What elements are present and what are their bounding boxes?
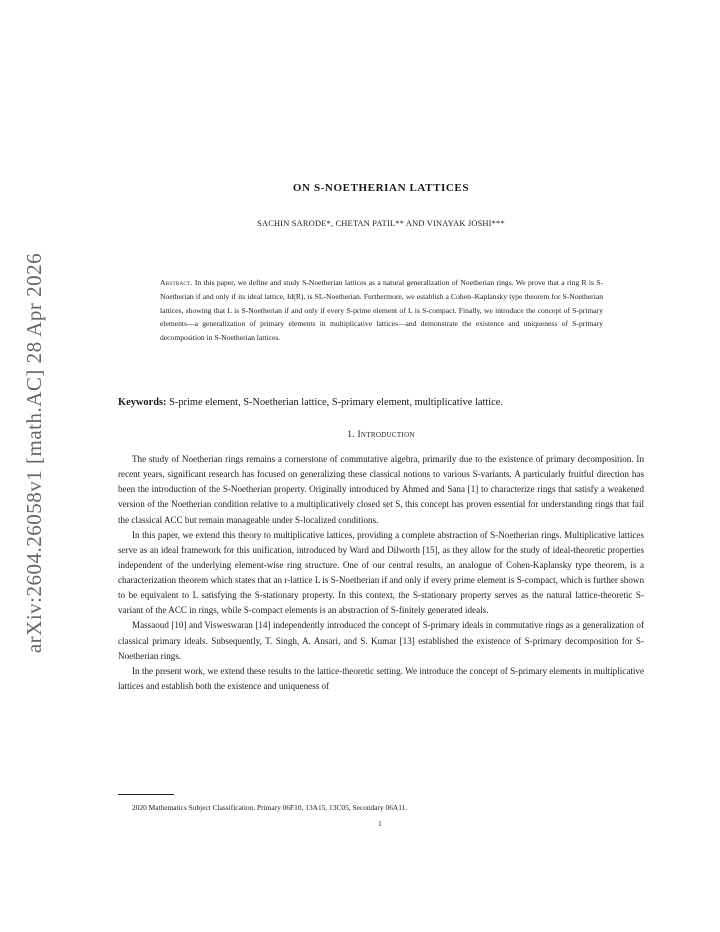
arxiv-stamp	[16, 244, 52, 662]
paragraph: Massaoud [10] and Visweswaran [14] independently introduced the concept of S-primary ideals in commutative rings as a generalization of classical primary ideals. Subsequently, T. Singh, A. Ansari, and S. Kumar [13] established the existence of S-primary decomposition for S-Noetherian rings.	[118, 620, 644, 661]
keywords	[118, 396, 658, 410]
abstract-text: In this paper, we define and study S-Noetherian lattices as a natural generalization of Noetherian rings. We prove that a ring R is S-Noetherian if and only if its ideal lattice, Id(R), is SL-Noetherian. Furthermore, we establish a Cohen–Kaplansky type theorem for S-Noetherian lattices, showing that L is S-Noetherian if and only if every S-prime element of L is S-compact. Finally, we introduce the concept of S-primary elements—a generalization of primary elements in multiplicative lattices—and demonstrate the existence and uniqueness of S-primary decomposition in S-Noetherian lattices.	[160, 278, 604, 343]
body-text	[118, 452, 644, 694]
section-number: 1.	[347, 430, 355, 440]
section-heading	[118, 430, 644, 440]
footnote-rule	[118, 794, 174, 795]
footnote: 2020 Mathematics Subject Classification. Primary 06F10, 13A15, 13C05, Secondary 06A11.	[132, 803, 408, 812]
paper-title: ON S-NOETHERIAN LATTICES	[292, 182, 470, 194]
abstract-heading: Abstract.	[160, 278, 193, 287]
abstract	[160, 276, 603, 345]
keywords-text: S-prime element, S-Noetherian lattice, S-primary element, multiplicative lattice.	[169, 397, 503, 408]
paper-authors: SACHIN SARODE*, CHETAN PATIL** AND VINAYAK JOSHI***	[257, 219, 505, 228]
paragraph: In the present work, we extend these results to the lattice-theoretic setting. We introduce the concept of S-primary elements in multiplicative lattices and establish both the existence and uniqueness of	[118, 665, 644, 691]
section-title: Introduction	[357, 430, 415, 440]
arxiv-stamp-text: arXiv:2604.26058v1 [math.AC] 28 Apr 2026	[22, 252, 46, 654]
paragraph: The study of Noetherian rings remains a cornerstone of commutative algebra, primarily due to the existence of primary decomposition. In recent years, significant research has focused on generalizing these classical notions to various S-variants. A particularly fruitful direction has been the introduction of the S-Noetherian property. Originally introduced by Ahmed and Sana [1] to characterize rings that satisfy a weakened version of the Noetherian condition relative to a multiplicatively closed set S, this concept has proven essential for understanding rings that fail the classical ACC but remain manageable under S-localized conditions.	[118, 454, 644, 525]
paragraph: In this paper, we extend this theory to multiplicative lattices, providing a complete abstraction of S-Noetherian rings. Multiplicative lattices serve as an ideal framework for this unification, introduced by Ward and Dilworth [15], as they allow for the study of ideal-theoretic properties independent of the underlying element-wise ring structure. One of our central results, an analogue of Cohen-Kaplansky type theorem, is a characterization theorem which states that an r-lattice L is S-Noetherian if and only if every prime element is S-compact, which is further shown to be equivalent to L satisfying the S-stationary property. In this context, the S-stationary property serves as the natural lattice-theoretic S-variant of the ACC in rings, while S-compact elements is an abstraction of S-finitely generated ideals.	[118, 529, 644, 616]
keywords-label: Keywords:	[118, 397, 167, 408]
page-number: 1	[378, 819, 382, 828]
